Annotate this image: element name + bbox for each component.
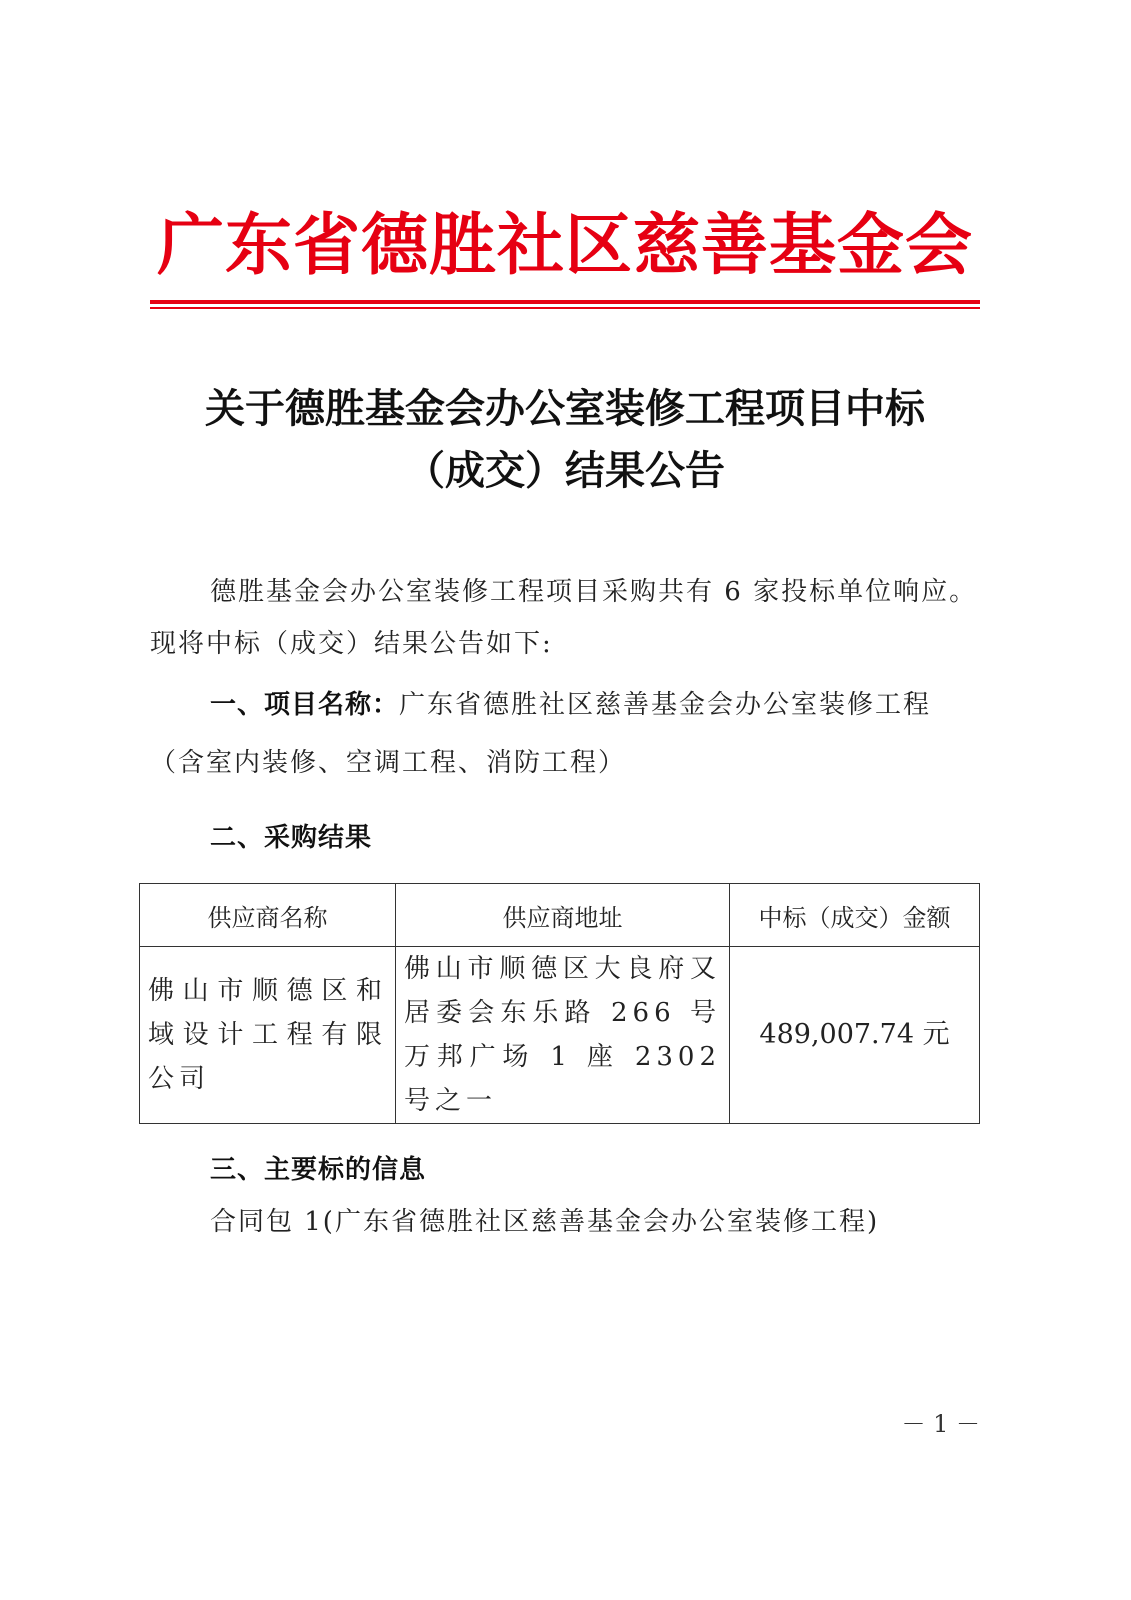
section2-heading: 二、采购结果 <box>210 823 373 853</box>
header-rule-thin <box>150 307 980 309</box>
award-amount-cell: 489,007.74 元 <box>730 947 980 1124</box>
project-name-line <box>150 676 980 734</box>
supplier-address-cell: 佛山市顺德区大良府又居委会东乐路 266 号万邦广场 1 座 2302 号之一 <box>396 947 730 1124</box>
header-award-amount: 中标（成交）金额 <box>730 884 980 947</box>
supplier-name-cell: 佛山市顺德区和域设计工程有限公司 <box>140 947 396 1124</box>
document-title <box>140 378 990 502</box>
project-name-text: 广东省德胜社区慈善基金会办公室装修工程 <box>399 690 932 720</box>
contract-package-line: 合同包 1(广东省德胜社区慈善基金会办公室装修工程) <box>210 1207 880 1237</box>
intro-paragraph: 德胜基金会办公室装修工程项目采购共有 6 家投标单位响应。现将中标（成交）结果公告如下: <box>150 577 978 659</box>
project-scope-line: （含室内装修、空调工程、消防工程） <box>150 748 627 778</box>
section1-heading: 一、项目名称： <box>210 690 400 720</box>
section-project-name <box>150 676 980 792</box>
result-table <box>139 883 980 1124</box>
title-line-2: （成交）结果公告 <box>405 447 725 494</box>
header-rule-thick <box>150 300 980 304</box>
title-line-1: 关于德胜基金会办公室装修工程项目中标 <box>205 385 925 432</box>
header-supplier-address: 供应商地址 <box>396 884 730 947</box>
organization-header: 广东省德胜社区慈善基金会 <box>157 205 973 284</box>
table-header-row <box>140 884 980 947</box>
section3-heading: 三、主要标的信息 <box>210 1155 427 1185</box>
page-number: － 1 － <box>901 1410 980 1438</box>
table-row <box>140 947 980 1124</box>
header-supplier-name: 供应商名称 <box>140 884 396 947</box>
